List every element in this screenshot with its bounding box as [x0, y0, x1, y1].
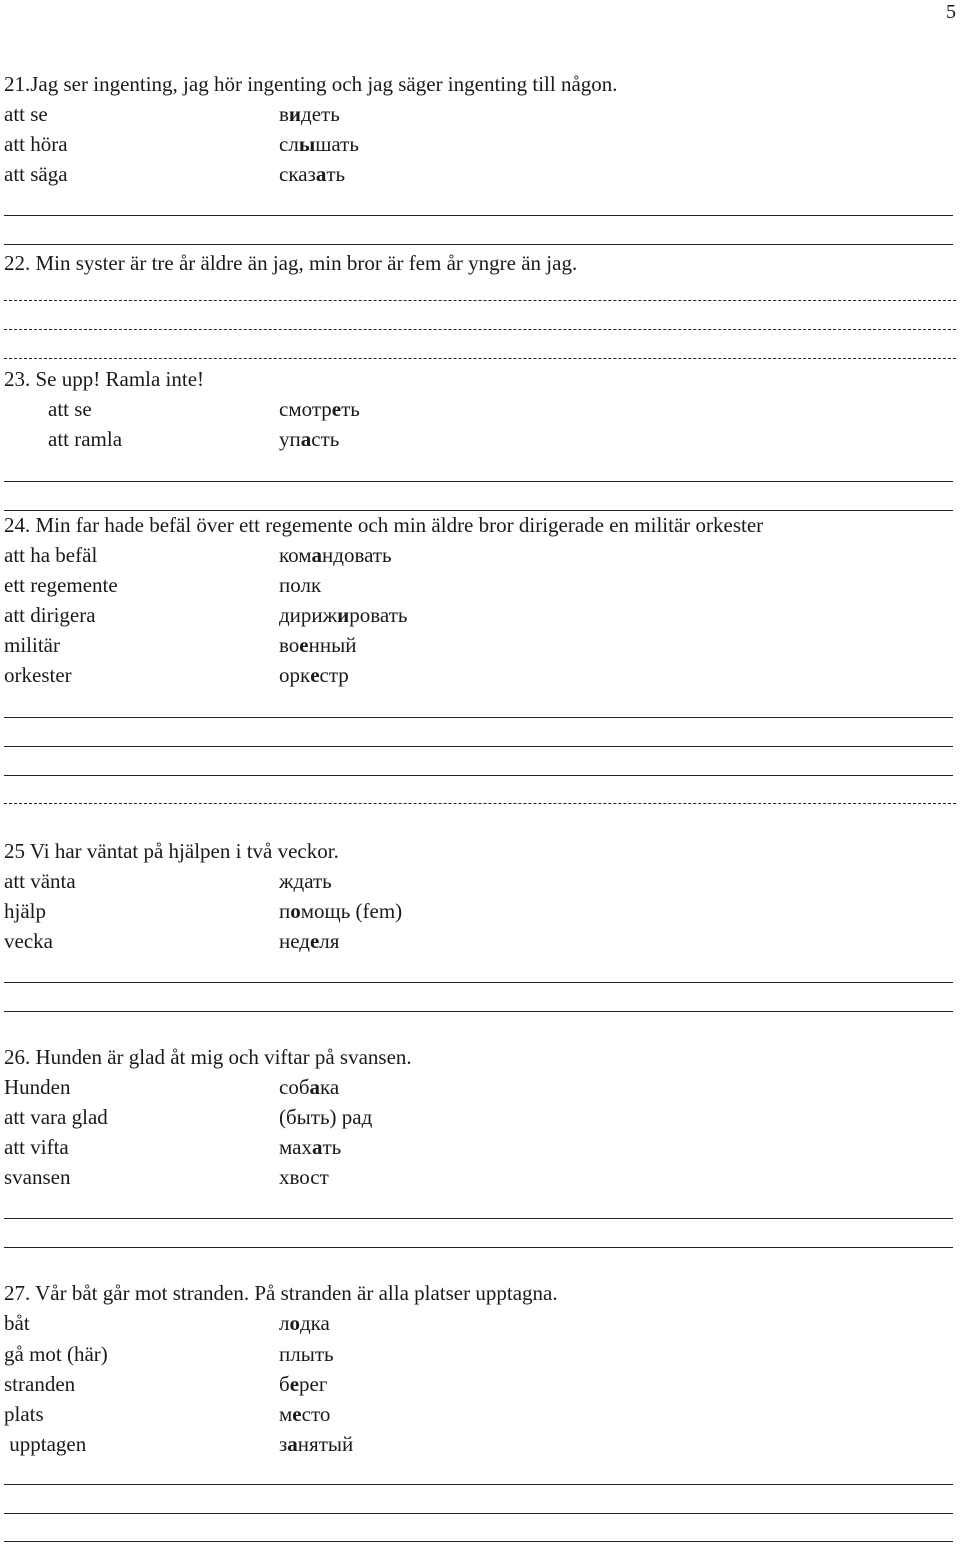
- vocab-ru: (быть) рад: [279, 1105, 373, 1129]
- exercise-22-sentence: 22. Min syster är tre år äldre än jag, min bror är fem år yngre än jag.: [4, 251, 578, 275]
- answer-line: [4, 775, 953, 776]
- vocab-sv: båt: [4, 1311, 30, 1335]
- answer-line: [4, 329, 956, 330]
- vocab-sv: att se: [48, 397, 92, 421]
- vocab-sv: att säga: [4, 162, 68, 186]
- vocab-sv: hjälp: [4, 899, 46, 923]
- answer-line: [4, 358, 956, 359]
- answer-line: [4, 1218, 953, 1219]
- answer-line: [4, 1484, 953, 1485]
- vocab-sv: att ha befäl: [4, 543, 98, 567]
- answer-line: [4, 1011, 953, 1012]
- vocab-sv: stranden: [4, 1372, 76, 1396]
- answer-line: [4, 481, 953, 482]
- vocab-ru: командовать: [279, 543, 392, 567]
- vocab-ru: берег: [279, 1372, 328, 1396]
- exercise-21-sentence: 21.Jag ser ingenting, jag hör ingenting och jag säger ingenting till någon.: [4, 72, 618, 96]
- answer-line: [4, 1513, 953, 1514]
- vocab-sv: att vara glad: [4, 1105, 108, 1129]
- page-number: 5: [946, 1, 956, 23]
- vocab-sv: att se: [4, 102, 48, 126]
- vocab-ru: упасть: [279, 427, 340, 451]
- vocab-ru: неделя: [279, 929, 340, 953]
- vocab-ru: собака: [279, 1075, 340, 1099]
- answer-line: [4, 300, 956, 301]
- answer-line: [4, 244, 953, 245]
- vocab-ru: видеть: [279, 102, 340, 126]
- vocab-ru: сказать: [279, 162, 346, 186]
- vocab-ru: хвост: [279, 1165, 329, 1189]
- vocab-sv: militär: [4, 633, 60, 657]
- vocab-ru: ждать: [279, 869, 332, 893]
- vocab-ru: военный: [279, 633, 357, 657]
- vocab-sv: att vänta: [4, 869, 76, 893]
- vocab-sv: ett regemente: [4, 573, 118, 597]
- vocab-ru: оркестр: [279, 663, 349, 687]
- vocab-ru: махать: [279, 1135, 342, 1159]
- vocab-ru: плыть: [279, 1342, 334, 1366]
- vocab-sv: svansen: [4, 1165, 71, 1189]
- vocab-sv: att dirigera: [4, 603, 96, 627]
- vocab-sv: orkester: [4, 663, 72, 687]
- vocab-sv: att höra: [4, 132, 68, 156]
- answer-line: [4, 803, 956, 804]
- exercise-23-sentence: 23. Se upp! Ramla inte!: [4, 367, 205, 391]
- vocab-ru: смотреть: [279, 397, 360, 421]
- vocab-ru: лодка: [279, 1311, 330, 1335]
- vocab-sv: plats: [4, 1402, 44, 1426]
- vocab-ru: место: [279, 1402, 331, 1426]
- vocab-ru: полк: [279, 573, 322, 597]
- exercise-27-sentence: 27. Vår båt går mot stranden. På stranden är alla platser upptagna.: [4, 1281, 558, 1305]
- vocab-ru: слышать: [279, 132, 359, 156]
- answer-line: [4, 510, 953, 511]
- vocab-ru: занятый: [279, 1432, 354, 1456]
- answer-line: [4, 982, 953, 983]
- vocab-sv: att vifta: [4, 1135, 69, 1159]
- answer-line: [4, 215, 953, 216]
- vocab-sv: upptagen: [4, 1432, 87, 1456]
- vocab-sv: Hunden: [4, 1075, 71, 1099]
- exercise-26-sentence: 26. Hunden är glad åt mig och viftar på svansen.: [4, 1045, 412, 1069]
- vocab-sv: att ramla: [48, 427, 123, 451]
- exercise-24-sentence: 24. Min far hade befäl över ett regemente och min äldre bror dirigerade en militär orkester: [4, 513, 764, 537]
- answer-line: [4, 1247, 953, 1248]
- vocab-ru: помощь (fem): [279, 899, 403, 923]
- answer-line: [4, 746, 953, 747]
- exercise-25-sentence: 25 Vi har väntat på hjälpen i två veckor.: [4, 839, 339, 863]
- vocab-ru: дирижировать: [279, 603, 408, 627]
- answer-line: [4, 1541, 953, 1542]
- vocab-sv: vecka: [4, 929, 53, 953]
- vocab-sv: gå mot (här): [4, 1342, 108, 1366]
- answer-line: [4, 717, 953, 718]
